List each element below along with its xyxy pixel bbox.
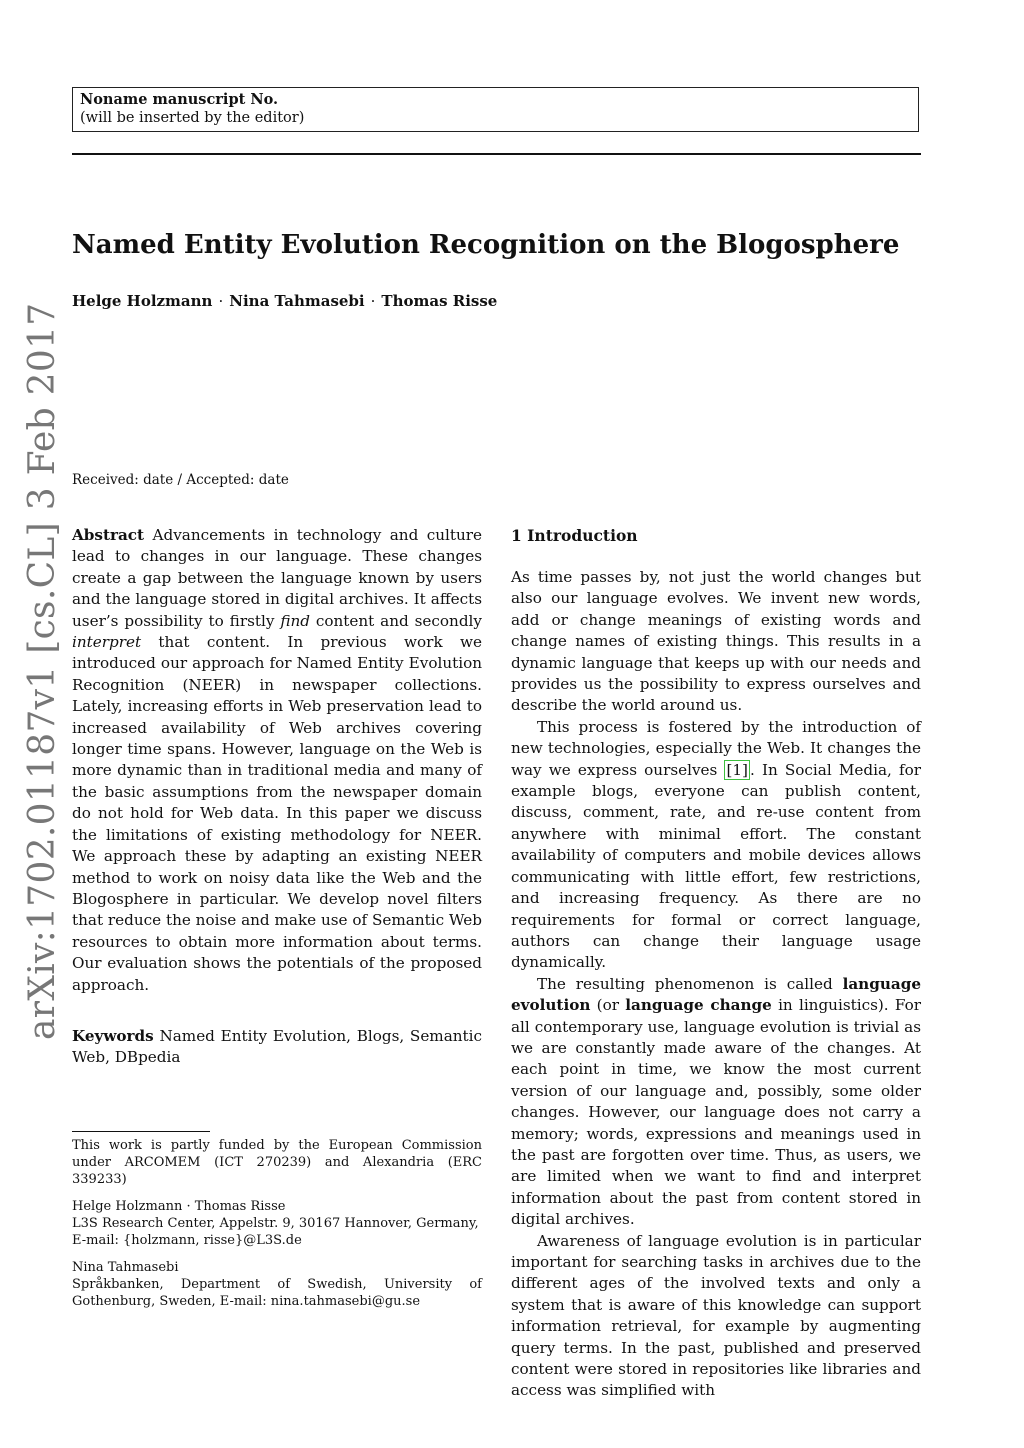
abstract-text: content and secondly <box>309 611 482 630</box>
author-name: Thomas Risse <box>381 292 498 310</box>
keywords-section <box>72 1026 482 1069</box>
author-list <box>72 292 497 310</box>
author-separator: · <box>218 292 224 310</box>
intro-paragraph: As time passes by, not just the world changes but also our language evolves. We invent new words, add or change meanings of existing words and change names of existing things. This results in a dynamic language that keeps up with our needs and provides us the possibility to express ourselves and describe the world around us. <box>511 568 921 715</box>
bold-term: language evolution <box>511 974 921 1015</box>
keywords-label: Keywords <box>72 1027 154 1045</box>
paragraph-text: in linguistics). For all contemporary use, language evolution is trivial as we are constantly made aware of the changes. At each point in time, we know the most current version of our language and, possibly, some older changes. However, our language does not carry a memory; words, expressions and meanings used in the past are forgotten over time. Thus, as users, we are limited when we want to find and interpret information about the past from content stored in digital archives. <box>511 996 921 1229</box>
affiliation-address: L3S Research Center, Appelstr. 9, 30167 Hannover, Germany, <box>72 1216 479 1231</box>
keywords-text: Named Entity Evolution, Blogs, Semantic Web, DBpedia <box>72 1027 483 1067</box>
affiliation-names: Helge Holzmann · Thomas Risse <box>72 1199 286 1214</box>
introduction-section <box>511 525 921 1402</box>
editor-note: (will be inserted by the editor) <box>80 110 305 126</box>
paragraph-text: . In Social Media, for example blogs, everyone can publish content, discuss, comment, rate, and re-use content from anywhere with minimal effort. The constant availability of computers and mobile devices allows communicating with little effort, few restrictions, and increasing frequency. As there are no requirements for formal or correct language, authors can change their language usage dynamically. <box>511 760 921 972</box>
manuscript-number: Noname manuscript No. <box>80 91 279 108</box>
received-date: Received: date / Accepted: date <box>72 472 289 488</box>
abstract-text: that content. In previous work we introduced our approach for Named Entity Evolution Recognition (NEER) in newspaper collections. Lately, increasing efforts in Web preservation lead to increased availability of Web archives covering longer time spans. However, language on the Web is more dynamic than in traditional media and many of the basic assumptions from the newspaper domain do not hold for Web data. In this paper we discuss the limitations of existing methodology for NEER. We approach these by adapting an existing NEER method to work on noisy data like the Web and the Blogosphere in particular. We develop novel filters that reduce the noise and make use of Semantic Web resources to obtain more information about terms. Our evaluation shows the potentials of the proposed approach. <box>72 633 482 994</box>
title-rule <box>72 153 921 155</box>
author-name: Helge Holzmann <box>72 292 213 310</box>
author-separator: · <box>370 292 376 310</box>
abstract-paragraph <box>72 525 482 996</box>
section-heading: 1 Introduction <box>511 526 638 545</box>
abstract-section <box>72 525 482 996</box>
editor-note-box <box>72 87 919 132</box>
paper-title: Named Entity Evolution Recognition on the Blogosphere <box>72 230 900 260</box>
paragraph-text: This process is fostered by the introduction of new technologies, especially the Web. It changes the way we express ourselves <box>511 717 921 779</box>
footnotes <box>72 1137 482 1310</box>
author-name: Nina Tahmasebi <box>229 292 365 310</box>
abstract-emphasis: find <box>280 611 310 630</box>
paragraph-text: (or <box>590 996 626 1015</box>
affiliation-email: E-mail: {holzmann, risse}@L3S.de <box>72 1233 302 1248</box>
intro-paragraph <box>511 717 921 974</box>
keywords-paragraph <box>72 1026 482 1069</box>
bold-term: language change <box>625 996 772 1015</box>
citation-link[interactable]: [1] <box>726 760 748 779</box>
affiliation-name: Nina Tahmasebi <box>72 1260 179 1275</box>
paragraph-text: The resulting phenomenon is called <box>537 974 843 993</box>
abstract-label: Abstract <box>72 526 145 544</box>
arxiv-stamp: arXiv:1702.01187v1 [cs.CL] 3 Feb 2017 <box>22 302 63 1040</box>
intro-paragraph <box>511 974 921 1231</box>
funding-note: This work is partly funded by the European Commission under ARCOMEM (ICT 270239) and Alexandria (ERC 339233) <box>72 1138 482 1187</box>
abstract-text: Advancements in technology and culture lead to changes in our language. These changes create a gap between the language known by users and the language stored in digital archives. It affects user’s possibility to firstly <box>72 526 482 630</box>
intro-paragraph: Awareness of language evolution is in particular important for searching tasks in archives due to the different ages of the involved texts and only a system that is aware of this knowledge can support information retrieval, for example by augmenting query terms. In the past, published and preserved content were stored in repositories like libraries and access was simplified with <box>511 1231 921 1400</box>
footnote-rule <box>72 1131 210 1132</box>
affiliation-address: Språkbanken, Department of Swedish, University of Gothenburg, Sweden, E-mail: nina.tahmasebi@gu.se <box>72 1277 482 1309</box>
abstract-emphasis: interpret <box>72 633 142 652</box>
